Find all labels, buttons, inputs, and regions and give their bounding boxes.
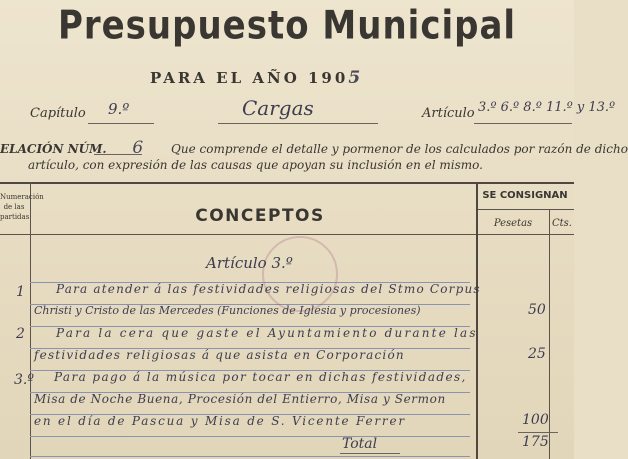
articulo-label: Artículo [422, 106, 475, 121]
relacion-text-2: artículo, con expresión de las causas que apoyan su inclusión en el mismo. [28, 158, 483, 172]
capitulo-underline [88, 123, 154, 124]
table-top-border [0, 182, 574, 184]
page-subtitle [150, 68, 400, 88]
total-sum-line [518, 432, 558, 433]
entry-1-line-2: Christi y Cristo de las Mercedes (Funciones de Iglesia y procesiones) [34, 304, 421, 317]
relacion-number: 6 [132, 138, 144, 158]
ruled-line [30, 436, 470, 437]
entry-number-2: 2 [16, 326, 25, 342]
entry-value-2: 25 [528, 346, 546, 362]
ruled-line [30, 456, 470, 457]
consignan-divider [476, 209, 574, 210]
cts-header: Cts. [552, 218, 572, 229]
numeracion-header: Numeración de las partidas [0, 193, 44, 221]
cargas-underline [218, 123, 378, 124]
relacion-label: ELACIÓN NÚM. [0, 142, 107, 156]
entry-3-line-3: en el día de Pascua y Misa de S. Vicente Ferrer [34, 414, 406, 428]
total-value: 175 [522, 434, 549, 450]
entry-1-line-1: Para atender á las festividades religiosas del Stmo Corpus [56, 282, 481, 296]
capitulo-label: Capítulo [30, 106, 86, 121]
subtitle-printed: PARA EL AÑO 190 [150, 69, 349, 87]
total-underline [340, 453, 400, 454]
entry-number-3: 3.º [14, 372, 34, 388]
conceptos-header: CONCEPTOS [195, 206, 325, 226]
entry-3-line-1: Para pago á la música por tocar en dichas festividades, [54, 370, 467, 384]
total-label: Total [342, 436, 378, 452]
articulo-underline [474, 123, 572, 124]
relacion-text-1: Que comprende el detalle y pormenor de los calculados por razón de dicho [171, 142, 628, 156]
entry-3-line-2: Misa de Noche Buena, Procesión del Entierro, Misa y Sermon [34, 392, 446, 406]
left-column-border [30, 182, 31, 459]
entry-value-3: 100 [522, 412, 549, 428]
entry-value-1: 50 [528, 302, 546, 318]
articulo-heading: Artículo 3.º [206, 254, 293, 272]
cts-column-border [549, 209, 550, 459]
relacion-number-underline [94, 154, 142, 155]
pesetas-header: Pesetas [493, 218, 533, 229]
subtitle-handwritten-year: 5 [348, 68, 364, 88]
entry-2-line-1: Para la cera que gaste el Ayuntamiento durante las [56, 326, 478, 340]
entry-2-line-2: festividades religiosas á que asista en Corporación [34, 348, 405, 362]
cargas-value: Cargas [242, 96, 314, 120]
table-header-bottom [0, 234, 574, 235]
faded-seal [262, 236, 338, 312]
se-consignan-header: SE CONSIGNAN [482, 190, 568, 201]
page-title: Presupuesto Municipal [57, 3, 517, 49]
entry-number-1: 1 [16, 284, 25, 300]
articulo-value: 3.º 6.º 8.º 11.º y 13.º [478, 100, 616, 115]
capitulo-value: 9.º [108, 100, 130, 118]
